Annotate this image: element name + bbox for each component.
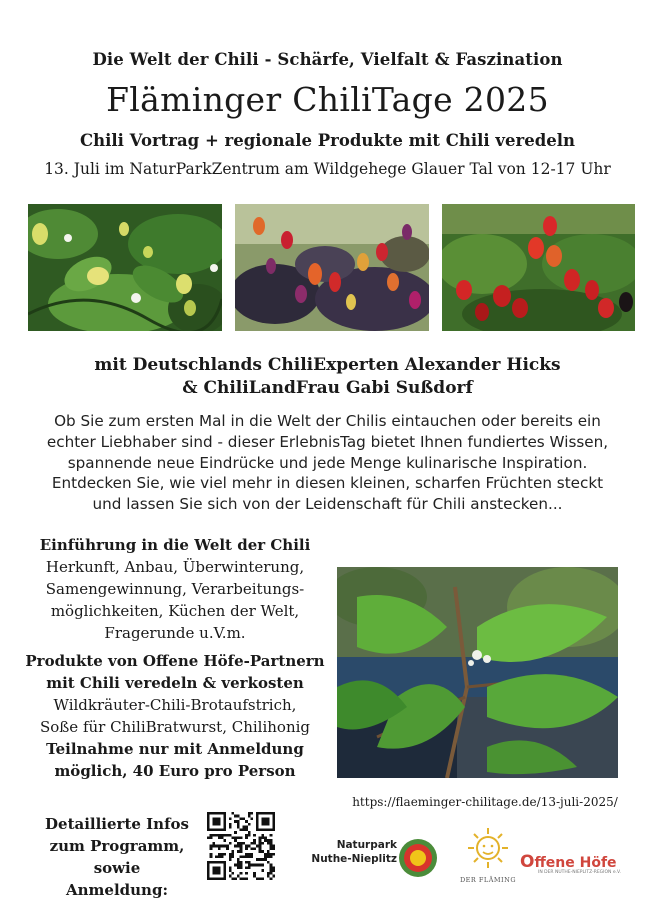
program-text: Soße für ChiliBratwurst, Chilihonig bbox=[39, 718, 311, 736]
photo-yellow-chilis bbox=[28, 204, 222, 331]
intro-paragraph bbox=[40, 411, 615, 515]
program-heading-products: Produkte von Offene Höfe-Partnern bbox=[25, 652, 325, 670]
details-line: Detaillierte Infos bbox=[45, 815, 189, 833]
experts-heading bbox=[0, 354, 655, 400]
experts-line-2: & ChiliLandFrau Gabi Sußdorf bbox=[182, 378, 473, 398]
intro-line: und lassen Sie sich von der Leidenschaft für Chili anstecken... bbox=[92, 495, 563, 514]
naturpark-name-line: Nuthe-Nieplitz bbox=[311, 853, 397, 865]
intro-line: Entdecken Sie, wie viel mehr in diesen kleinen, scharfen Früchten steckt bbox=[51, 474, 604, 493]
event-kicker: Die Welt der Chili - Schärfe, Vielfalt & Faszination bbox=[92, 50, 563, 69]
program-text: Wildkräuter-Chili-Brotaufstrich, bbox=[53, 696, 297, 714]
event-subtitle: Chili Vortrag + regionale Produkte mit Chili veredeln bbox=[80, 131, 575, 150]
program-text: Fragerunde u.V.m. bbox=[104, 624, 246, 642]
event-date-line: 13. Juli im NaturParkZentrum am Wildgehege Glauer Tal von 12-17 Uhr bbox=[44, 160, 611, 178]
flaeming-logo-text: DER FLÄMING bbox=[459, 876, 517, 884]
program-heading-intro: Einführung in die Welt der Chili bbox=[39, 536, 311, 554]
details-note bbox=[42, 813, 192, 901]
photo-chili-plant bbox=[337, 567, 618, 778]
event-title: Fläminger ChiliTage 2025 bbox=[106, 80, 549, 119]
event-url[interactable]: https://flaeminger-chilitage.de/13-juli-2025/ bbox=[352, 795, 618, 809]
naturpark-logo-icon bbox=[398, 838, 438, 878]
intro-line: Ob Sie zum ersten Mal in die Welt der Chilis eintauchen oder bereits ein bbox=[54, 412, 601, 430]
naturpark-name-line: Naturpark bbox=[336, 839, 397, 851]
program-text: Samengewinnung, Verarbeitungs- bbox=[45, 580, 305, 598]
offene-hoefe-o: O bbox=[520, 852, 535, 872]
offene-hoefe-name: ffene Höfe bbox=[534, 855, 617, 871]
photo-red-chilis bbox=[442, 204, 635, 331]
registration-note: möglich, 40 Euro pro Person bbox=[54, 762, 296, 780]
details-line: zum Programm, bbox=[49, 837, 185, 855]
program-text: Herkunft, Anbau, Überwinterung, bbox=[45, 558, 305, 576]
intro-line: echter Liebhaber sind - dieser ErlebnisTag bietet Ihnen fundiertes Wissen, bbox=[46, 432, 609, 451]
photo-colorful-chilis bbox=[235, 204, 429, 331]
program-text: möglichkeiten, Küchen der Welt, bbox=[50, 602, 300, 620]
offene-hoefe-logo bbox=[520, 852, 645, 872]
registration-note: Teilnahme nur mit Anmeldung bbox=[46, 740, 304, 758]
program-column bbox=[20, 534, 330, 782]
naturpark-logo-text bbox=[287, 838, 397, 866]
details-line: sowie Anmeldung: bbox=[66, 859, 168, 899]
qr-code[interactable] bbox=[207, 812, 275, 880]
experts-line-1: mit Deutschlands ChiliExperten Alexander Hicks bbox=[94, 355, 561, 375]
offene-hoefe-subtitle: IN DER NUTHE-NIEPLITZ-REGION e.V. bbox=[538, 870, 621, 875]
intro-line: spannende neue Eindrücke und jede Menge kulinarische Inspiration. bbox=[67, 453, 588, 472]
program-heading-products: mit Chili veredeln & verkosten bbox=[46, 674, 304, 692]
